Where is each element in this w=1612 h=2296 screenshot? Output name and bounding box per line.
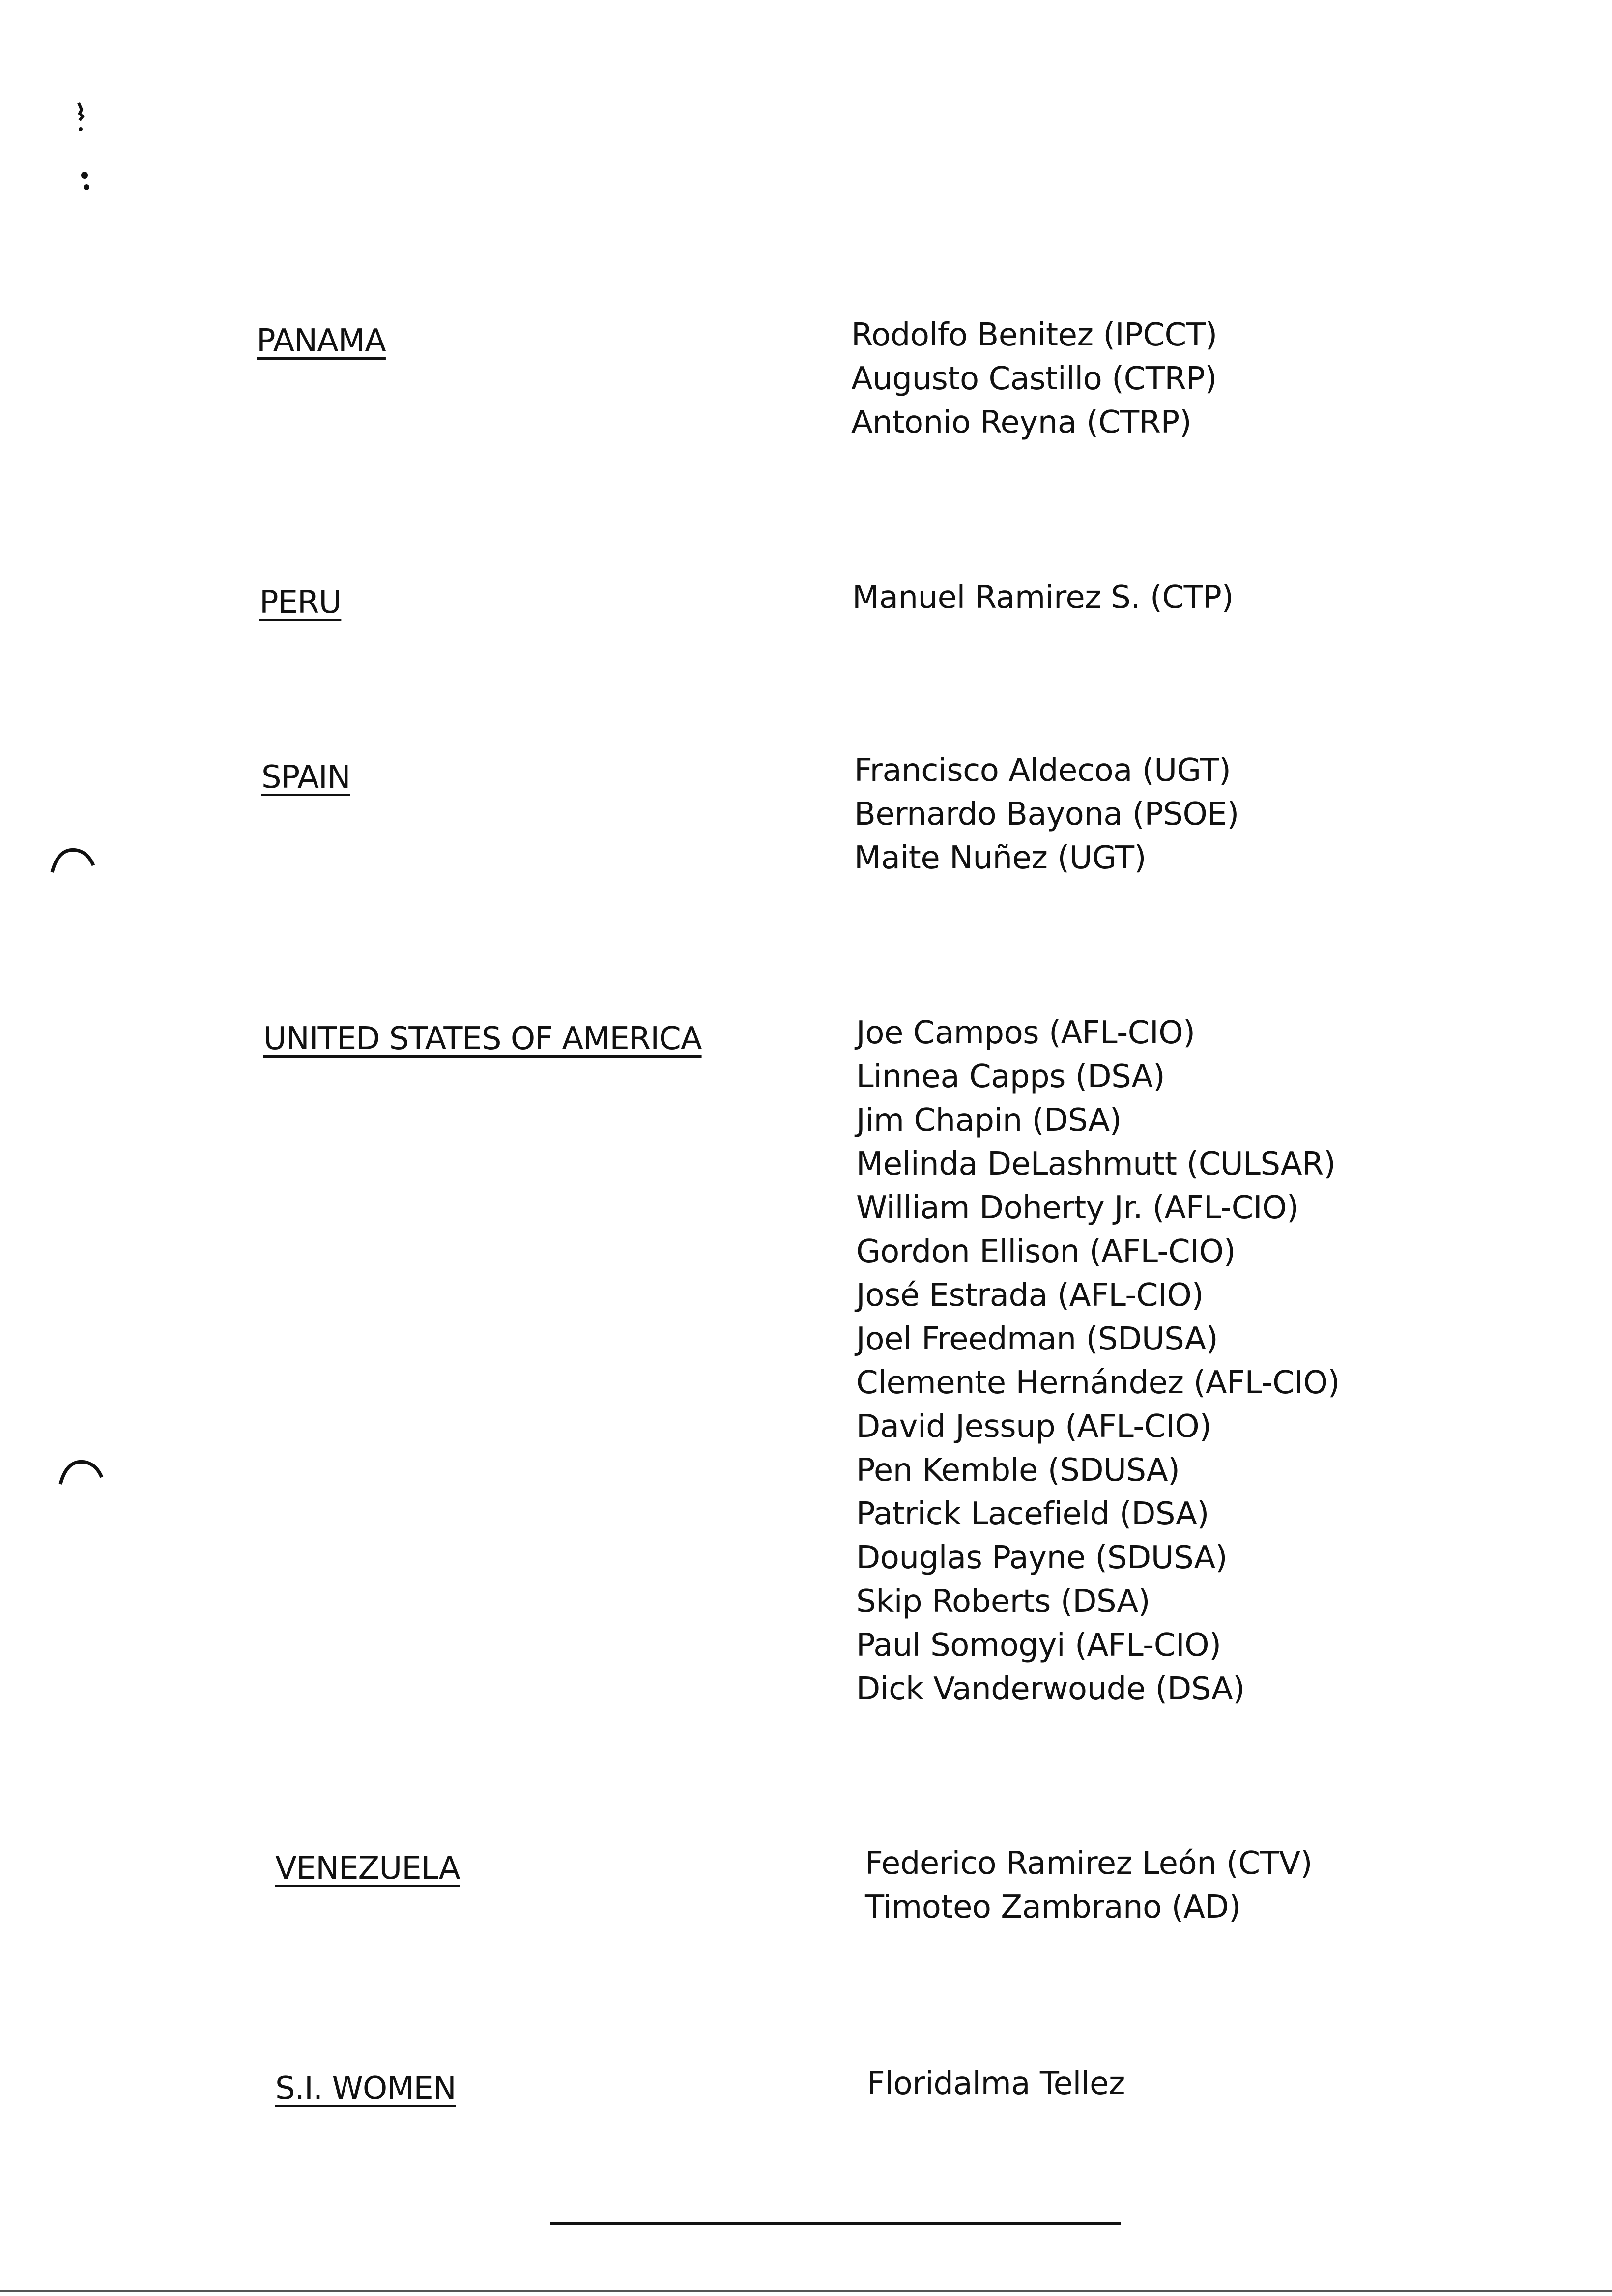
- country-heading-spain: SPAIN: [261, 759, 350, 796]
- delegate-list-spain: [854, 749, 1239, 880]
- delegate-name: Skip Roberts (DSA): [856, 1583, 1151, 1620]
- country-heading-panama: PANAMA: [257, 323, 386, 359]
- delegate-list-usa: [856, 1011, 1340, 1711]
- delegate-name: Linnea Capps (DSA): [856, 1059, 1165, 1095]
- delegate-name: Timoteo Zambrano (AD): [865, 1889, 1241, 1925]
- delegate-name: Gordon Ellison (AFL-CIO): [856, 1234, 1236, 1270]
- delegate-name: Floridalma Tellez: [867, 2066, 1125, 2102]
- scan-speck-mark: [79, 170, 93, 199]
- binder-hole-mark: [48, 843, 97, 877]
- delegate-name: Dick Vanderwoude (DSA): [856, 1671, 1245, 1707]
- delegate-name: Melinda DeLashmutt (CULSAR): [856, 1146, 1336, 1182]
- delegate-name: Bernardo Bayona (PSOE): [854, 796, 1239, 832]
- delegate-list-si-women: [867, 2062, 1125, 2106]
- delegate-list-panama: [851, 314, 1217, 445]
- delegate-list-peru: [852, 576, 1234, 620]
- delegate-name: Maite Nuñez (UGT): [854, 840, 1147, 876]
- delegate-name: Joe Campos (AFL-CIO): [856, 1015, 1195, 1051]
- delegate-name: Manuel Ramirez S. (CTP): [852, 579, 1234, 616]
- delegate-name: Federico Ramirez León (CTV): [865, 1845, 1313, 1882]
- footer-divider: [550, 2222, 1121, 2225]
- country-heading-usa: UNITED STATES OF AMERICA: [263, 1021, 702, 1057]
- delegate-name: David Jessup (AFL-CIO): [856, 1408, 1211, 1445]
- delegate-name: Rodolfo Benitez (IPCCT): [851, 317, 1217, 353]
- delegate-name: Pen Kemble (SDUSA): [856, 1452, 1180, 1489]
- delegate-name: Francisco Aldecoa (UGT): [854, 752, 1231, 789]
- delegate-name: Paul Somogyi (AFL-CIO): [856, 1627, 1221, 1664]
- delegate-name: Douglas Payne (SDUSA): [856, 1540, 1228, 1576]
- scan-speck-mark: [74, 101, 88, 135]
- delegate-name: Patrick Lacefield (DSA): [856, 1496, 1209, 1532]
- country-heading-si-women: S.I. WOMEN: [275, 2070, 456, 2107]
- delegate-name: Augusto Castillo (CTRP): [851, 361, 1217, 397]
- country-heading-peru: PERU: [259, 584, 342, 621]
- delegate-name: José Estrada (AFL-CIO): [856, 1277, 1204, 1314]
- delegate-name: Joel Freedman (SDUSA): [856, 1321, 1218, 1357]
- delegate-name: William Doherty Jr. (AFL-CIO): [856, 1190, 1299, 1226]
- delegate-name: Clemente Hernández (AFL-CIO): [856, 1365, 1340, 1401]
- delegate-name: Antonio Reyna (CTRP): [851, 404, 1192, 441]
- page-edge-line: [0, 2290, 1612, 2292]
- country-heading-venezuela: VENEZUELA: [275, 1850, 460, 1887]
- delegate-list-venezuela: [865, 1842, 1312, 1929]
- delegate-name: Jim Chapin (DSA): [856, 1102, 1122, 1139]
- binder-hole-mark: [57, 1455, 106, 1489]
